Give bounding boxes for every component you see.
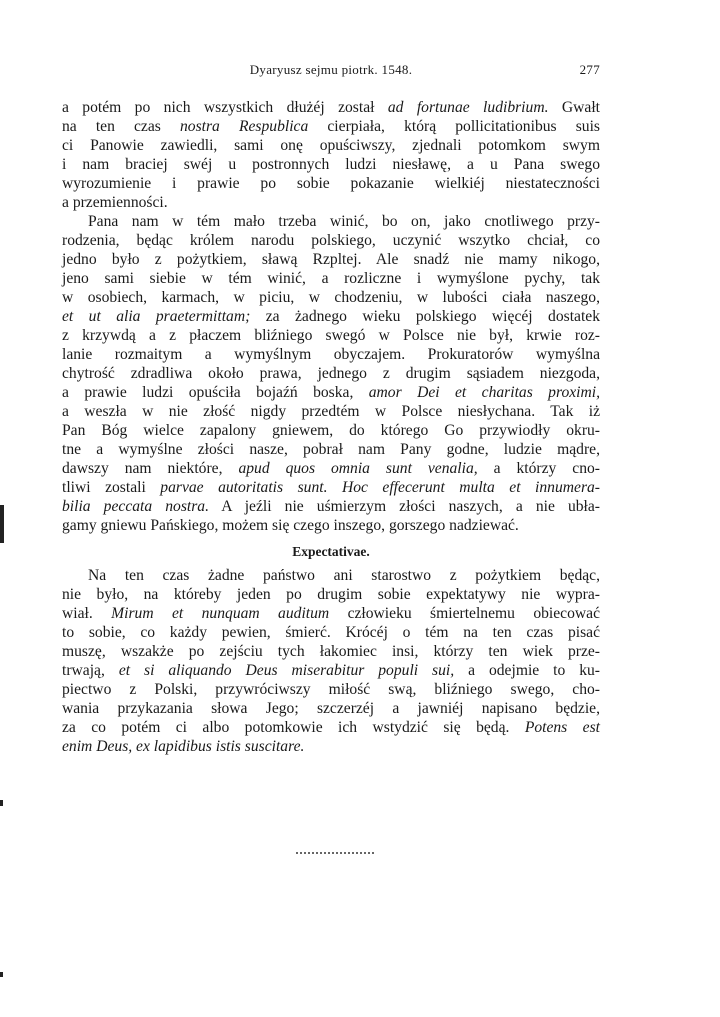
text-run: a którzy cno- [477, 460, 600, 477]
text-run: cierpiała, którą [308, 118, 456, 135]
text-run: lanie rozmaitym a wymyślnym obyczajem. Prokuratorów wymyślna [62, 346, 600, 363]
text-run: chytrość zdradliwa około prawa, jednego z drugim sąsiadem niezgoda, [62, 365, 600, 382]
text-run: z krzywdą a z płaczem bliźniego swegó w Polsce nie był, krwie roz- [62, 327, 600, 344]
latin-phrase: enim Deus, ex lapidibus istis suscitare. [62, 738, 305, 755]
paragraph-expectativae [62, 566, 600, 756]
latin-phrase: bilia peccata nostra. [62, 498, 210, 515]
text-line [62, 604, 600, 623]
text-line [62, 136, 600, 155]
latin-phrase: et si aliquando Deus miserabitur populi sui, [118, 662, 455, 679]
text-run: tne a wymyślne złości nasze, pobrał nam Pany godne, ludzie mądre, [62, 441, 600, 458]
text-line [62, 699, 600, 718]
text-run: Na ten czas żadne państwo ani starostwo z pożytkiem będąc, [88, 567, 600, 584]
paragraph-pana-nam [62, 212, 600, 535]
text-run: wiał. [62, 605, 112, 622]
text-line [62, 98, 600, 117]
text-run: pollicitationibus suis [455, 118, 600, 135]
text-run: gamy gniewu Pańskiego, możem się czego inszego, gorszego nadziewać. [62, 517, 519, 534]
latin-phrase: nostra Respublica [179, 118, 309, 135]
latin-phrase: parvae autoritatis sunt. Hoc effecerunt multa et innumera- [160, 479, 600, 496]
text-line [62, 402, 600, 421]
text-run: Pan Bóg wielce zapalony gniewem, do którego Go przywiodły okru- [62, 422, 600, 439]
text-run: i nam braciej swéj u postronnych ludzi niesławę, a u Pana swego [62, 156, 600, 173]
text-line [62, 307, 600, 326]
scan-edge-mark [0, 800, 3, 806]
text-line [62, 383, 600, 402]
scan-edge-mark [0, 972, 3, 977]
text-run: dawszy nam niektóre, [62, 460, 239, 477]
text-line [62, 680, 600, 699]
text-run: wyrozumienie i prawie po sobie pokazanie wielkiéj niestateczności [62, 175, 600, 192]
text-line [62, 421, 600, 440]
text-run: jedno było z pożytkiem, sławą Rzpltej. Ale snadź nie mamy nikogo, [62, 251, 600, 268]
text-line [62, 642, 600, 661]
text-run: muszę, wszakże po zejściu tych łakomiec insi, którzy ten wiek prze- [62, 643, 600, 660]
body-text [62, 98, 600, 756]
text-run: Pana nam w tém mało trzeba winić, bo on, jako cnotliwego przy- [88, 213, 600, 230]
text-line [62, 174, 600, 193]
section-heading: Expectativae. [292, 544, 370, 559]
text-run: a przemienności. [62, 194, 168, 211]
latin-phrase: Potens est [524, 719, 600, 736]
text-run: A jeźli nie uśmierzym złości naszych, a nie ubła- [209, 498, 601, 515]
text-line [62, 737, 600, 756]
text-line [62, 269, 600, 288]
text-line [62, 345, 600, 364]
text-line [62, 585, 600, 604]
text-run: to sobie, co każdy pewien, śmierć. Krócéj o tém na ten czas pisać [62, 624, 600, 641]
latin-phrase: amor Dei et charitas proximi, [368, 384, 600, 401]
text-line [62, 326, 600, 345]
scan-edge-mark [0, 505, 4, 543]
book-page [62, 62, 600, 756]
text-run: rodzenia, będąc królem narodu polskiego, uczynić wszytko chciał, co [62, 232, 600, 249]
text-line [62, 661, 600, 680]
text-run: jeno sami siebie w tém winić, a rozliczne i wymyślone pychy, tak [62, 270, 600, 287]
text-line [62, 440, 600, 459]
text-run: piectwo z Polski, przywróciwszy miłość swą, bliźniego swego, cho- [62, 681, 600, 698]
text-line [62, 478, 600, 497]
text-line [62, 459, 600, 478]
text-run: człowieku śmiertelnemu obiecować [329, 605, 600, 622]
text-line [62, 566, 600, 585]
text-line [62, 250, 600, 269]
text-line [62, 193, 600, 212]
text-run: wania przykazania słowa Jego; szczerzéj a jawniéj napisano będzie, [62, 700, 600, 717]
page-number: 277 [579, 62, 600, 77]
text-line [62, 364, 600, 383]
text-line [62, 288, 600, 307]
text-run: w osobiech, karmach, w piciu, w chodzeniu, w lubości ciała naszego, [62, 289, 600, 306]
text-line [62, 718, 600, 737]
end-ornament [296, 852, 374, 854]
text-run: a potém po nich wszystkich dłużéj został [62, 99, 388, 116]
text-run: Gwałt [548, 99, 600, 116]
running-head [62, 62, 600, 82]
text-line [62, 117, 600, 136]
text-run: trwają, [62, 662, 119, 679]
text-run: na ten czas [62, 118, 180, 135]
text-run: tliwi zostali [62, 479, 161, 496]
text-line [62, 623, 600, 642]
latin-phrase: ad fortunae ludibrium. [387, 99, 549, 116]
text-run: a weszła w nie złość nigdy przedtém w Polsce niesłychana. Tak iż [62, 403, 600, 420]
text-run: za co potém ci albo potomkowie ich wstydzić się będą. [62, 719, 525, 736]
text-run: nie było, na któreby jeden po drugim sobie expektatywy nie wypra- [62, 586, 600, 603]
latin-phrase: Mirum et nunquam auditum [111, 605, 330, 622]
text-run: ci Panowie zawiedli, sami onę opuściwszy, zjednali potomkom swym [62, 137, 600, 154]
latin-phrase: et ut alia praetermittam; [62, 308, 251, 325]
text-line [62, 497, 600, 516]
text-line [62, 155, 600, 174]
text-run: za żadnego wieku polskiego więcéj dostatek [250, 308, 600, 325]
text-line [62, 516, 600, 535]
text-line [62, 212, 600, 231]
text-run: a odejmie to ku- [454, 662, 600, 679]
latin-phrase: apud quos omnia sunt venalia, [238, 460, 478, 477]
text-line [62, 231, 600, 250]
paragraph-fortunae [62, 98, 600, 212]
running-title: Dyaryusz sejmu piotrk. 1548. [249, 62, 413, 77]
text-run: a prawie ludzi opuściła bojaźń boska, [62, 384, 369, 401]
